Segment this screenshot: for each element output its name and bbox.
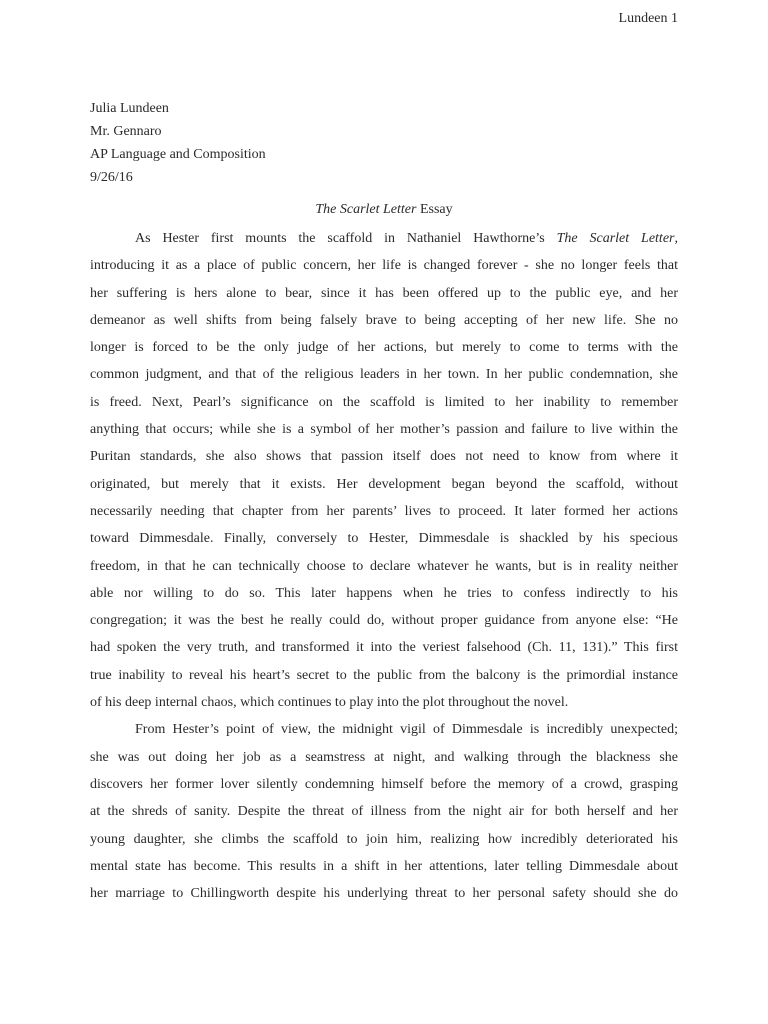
paragraph-2-line-6: mental state has become. This results in a shift in her attentions, later telling Dimmesdale about bbox=[90, 858, 678, 874]
mla-heading bbox=[90, 97, 690, 189]
paragraph-1-line-12: toward Dimmesdale. Finally, conversely to Hester, Dimmesdale is shackled by his specious bbox=[90, 531, 678, 547]
paragraph-1-line-2: introducing it as a place of public concern, her life is changed forever - she no longer feels that bbox=[90, 258, 678, 274]
paragraph-1-line-1 bbox=[90, 225, 678, 252]
paragraph-1-line-5: longer is forced to be the only judge of her actions, but merely to come to terms with the bbox=[90, 340, 678, 356]
essay-body bbox=[90, 225, 678, 907]
paragraph-2-line-3: discovers her former lover silently condemning himself before the memory of a crowd, grasping bbox=[90, 776, 678, 792]
paragraph-2-line-1: From Hester’s point of view, the midnight vigil of Dimmesdale is incredibly unexpected; bbox=[135, 722, 678, 738]
paragraph-2-line-4: at the shreds of sanity. Despite the threat of illness from the night air for both herself and her bbox=[90, 804, 678, 820]
text-run-italic: The Scarlet Letter bbox=[556, 231, 675, 246]
paragraph-1-line-16: had spoken the very truth, and transformed it into the veriest falsehood (Ch. 11, 131).” This first bbox=[90, 640, 678, 656]
text-run: , bbox=[674, 231, 678, 246]
paragraph-1-line-17: true inability to reveal his heart’s secret to the public from the balcony is the primordial instance bbox=[90, 667, 678, 683]
paragraph-1-line-7: is freed. Next, Pearl’s significance on the scaffold is limited to her inability to remember bbox=[90, 394, 678, 410]
page-number-label: Lundeen 1 bbox=[618, 11, 678, 26]
text-run: As Hester first mounts the scaffold in Nathaniel Hawthorne’s bbox=[135, 231, 557, 246]
paragraph-1-line-13: freedom, in that he can technically choose to declare whatever he wants, but is in reality neither bbox=[90, 558, 678, 574]
essay-date: 9/26/16 bbox=[90, 170, 133, 185]
paragraph-2-line-5: young daughter, she climbs the scaffold to join him, realizing how incredibly deteriorated his bbox=[90, 831, 678, 847]
paragraph-1-line-3: her suffering is hers alone to bear, since it has been offered up to the public eye, and her bbox=[90, 285, 678, 301]
page-header bbox=[619, 11, 678, 27]
paragraph-1-line-11: necessarily needing that chapter from her parents’ lives to proceed. It later formed her actions bbox=[90, 503, 678, 519]
course-name: AP Language and Composition bbox=[90, 147, 266, 162]
paragraph-1-line-4: demeanor as well shifts from being falsely brave to being accepting of her new life. She no bbox=[90, 312, 678, 328]
paragraph-1-line-10: originated, but merely that it exists. Her development began beyond the scaffold, without bbox=[90, 476, 678, 492]
paragraph-1-line-6: common judgment, and that of the religious leaders in her town. In her public condemnation, she bbox=[90, 367, 678, 383]
paragraph-2-line-2: she was out doing her job as a seamstress at night, and walking through the blackness she bbox=[90, 749, 678, 765]
paragraph-1-line-14: able nor willing to do so. This later happens when he tries to confess indirectly to his bbox=[90, 585, 678, 601]
teacher-name: Mr. Gennaro bbox=[90, 124, 162, 139]
paragraph-1-line-15: congregation; it was the best he really could do, without proper guidance from anyone else: “He bbox=[90, 613, 678, 629]
student-name: Julia Lundeen bbox=[90, 101, 169, 116]
paragraph-1-line-8: anything that occurs; while she is a symbol of her mother’s passion and failure to live within the bbox=[90, 422, 678, 438]
essay-title bbox=[90, 201, 678, 219]
paragraph-1-line-9: Puritan standards, she also shows that passion itself does not need to know from where it bbox=[90, 449, 678, 465]
paragraph-2-line-7: her marriage to Chillingworth despite his underlying threat to her personal safety should she do bbox=[90, 886, 678, 902]
paragraph-1-line-18: of his deep internal chaos, which continues to play into the plot throughout the novel. bbox=[90, 695, 569, 711]
essay-title-rest: Essay bbox=[416, 202, 453, 217]
essay-title-italic: The Scarlet Letter bbox=[315, 202, 417, 217]
